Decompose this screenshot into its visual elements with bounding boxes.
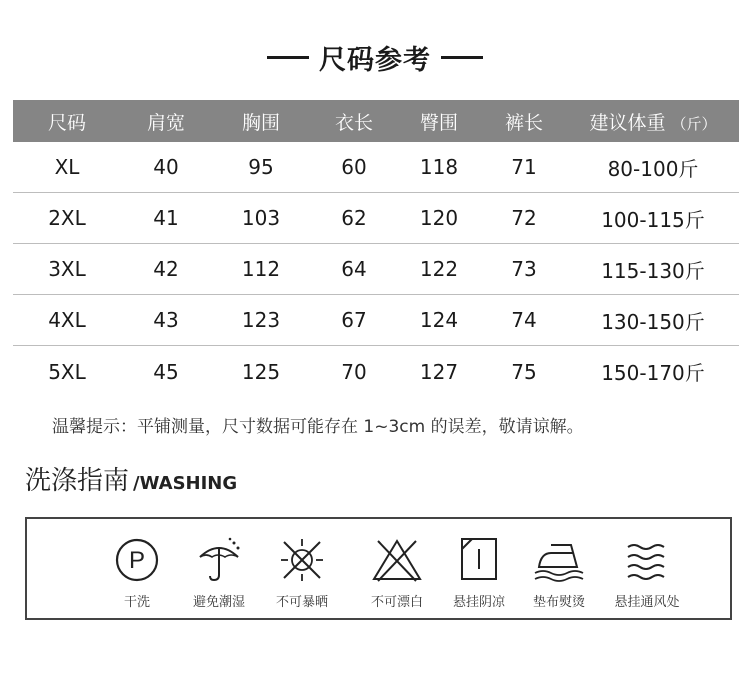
care-item-iron-cloth <box>514 535 604 610</box>
table-row <box>13 244 739 295</box>
cell-weight: 115-130斤 <box>601 258 705 283</box>
iron-with-cloth-icon <box>529 535 589 585</box>
care-label: 不可漂白 <box>370 595 423 610</box>
cell-shoulder: 40 <box>153 155 179 179</box>
header-weight-unit: （斤） <box>671 114 717 133</box>
cell-weight: 100-115斤 <box>601 207 705 232</box>
cell-shoulder: 45 <box>153 359 179 384</box>
header-size: 尺码 <box>47 111 86 134</box>
cell-weight: 80-100斤 <box>607 156 699 181</box>
title-section <box>0 38 750 77</box>
header-weight <box>567 108 739 135</box>
no-bleach-icon <box>370 535 424 585</box>
size-table <box>13 100 739 397</box>
care-label: 避免潮湿 <box>192 595 245 610</box>
measurement-note: 温馨提示：平铺测量，尺寸数据可能存在 1~3cm 的误差，敬请谅解。 <box>52 417 584 437</box>
cell-length: 64 <box>341 257 367 281</box>
header-shoulder: 肩宽 <box>146 111 185 134</box>
table-header <box>13 100 739 142</box>
washing-icons-box <box>25 517 732 620</box>
cell-size: 5XL <box>48 359 86 384</box>
hang-dry-shade-icon <box>454 535 504 585</box>
care-item-ventilated <box>602 535 692 610</box>
header-hip: 臀围 <box>419 111 458 134</box>
header-weight-label: 建议体重 <box>589 111 666 134</box>
cell-pant-length: 75 <box>511 359 537 384</box>
cell-size: 2XL <box>48 206 86 230</box>
ventilated-hang-icon <box>622 535 672 585</box>
cell-length: 62 <box>341 206 367 230</box>
dry-clean-icon <box>112 535 162 585</box>
care-label: 悬挂通风处 <box>614 595 680 610</box>
table-row <box>13 295 739 346</box>
cell-length: 70 <box>341 359 367 384</box>
cell-shoulder: 41 <box>153 206 179 230</box>
cell-pant-length: 72 <box>511 206 537 230</box>
washing-title-cn: 洗涤指南 <box>25 466 130 496</box>
care-label: 不可暴晒 <box>275 595 328 610</box>
care-item-dry-clean <box>92 535 182 610</box>
care-item-avoid-moisture <box>174 535 264 610</box>
cell-size: 4XL <box>48 308 86 332</box>
umbrella-icon <box>194 535 244 585</box>
cell-chest: 95 <box>248 155 274 179</box>
cell-length: 67 <box>341 308 367 332</box>
page-title <box>257 38 493 77</box>
table-row <box>13 346 739 397</box>
washing-title-en: /WASHING <box>133 473 238 494</box>
table-row <box>13 193 739 244</box>
care-label: 悬挂阴凉 <box>452 595 505 610</box>
header-length: 衣长 <box>334 111 373 134</box>
cell-shoulder: 42 <box>153 257 179 281</box>
page-title-text: 尺码参考 <box>319 45 431 76</box>
table-row <box>13 142 739 193</box>
cell-hip: 127 <box>419 359 459 384</box>
cell-chest: 112 <box>241 257 281 281</box>
care-item-no-bleach <box>352 535 442 610</box>
no-sun-icon <box>277 535 327 585</box>
cell-shoulder: 43 <box>153 308 179 332</box>
cell-hip: 122 <box>419 257 459 281</box>
cell-length: 60 <box>341 155 367 179</box>
cell-size: XL <box>54 155 80 179</box>
cell-pant-length: 71 <box>511 155 537 179</box>
care-item-no-sun <box>257 535 347 610</box>
care-label: 干洗 <box>123 595 150 610</box>
cell-chest: 123 <box>241 308 281 332</box>
cell-hip: 124 <box>419 308 459 332</box>
cell-weight: 150-170斤 <box>601 361 705 385</box>
cell-weight: 130-150斤 <box>601 309 705 334</box>
cell-chest: 103 <box>241 206 281 230</box>
care-item-hang-shade <box>434 535 524 610</box>
cell-hip: 120 <box>419 206 459 230</box>
washing-heading <box>25 460 237 497</box>
title-right-dash <box>441 56 483 59</box>
cell-pant-length: 73 <box>511 257 537 281</box>
svg-text:P: P <box>128 547 146 574</box>
header-chest: 胸围 <box>241 111 280 134</box>
title-left-dash <box>267 56 309 59</box>
care-label: 垫布熨烫 <box>532 595 585 610</box>
cell-chest: 125 <box>241 359 281 384</box>
cell-pant-length: 74 <box>511 308 537 332</box>
cell-size: 3XL <box>48 257 86 281</box>
header-pant-length: 裤长 <box>504 111 543 134</box>
cell-hip: 118 <box>419 155 459 179</box>
